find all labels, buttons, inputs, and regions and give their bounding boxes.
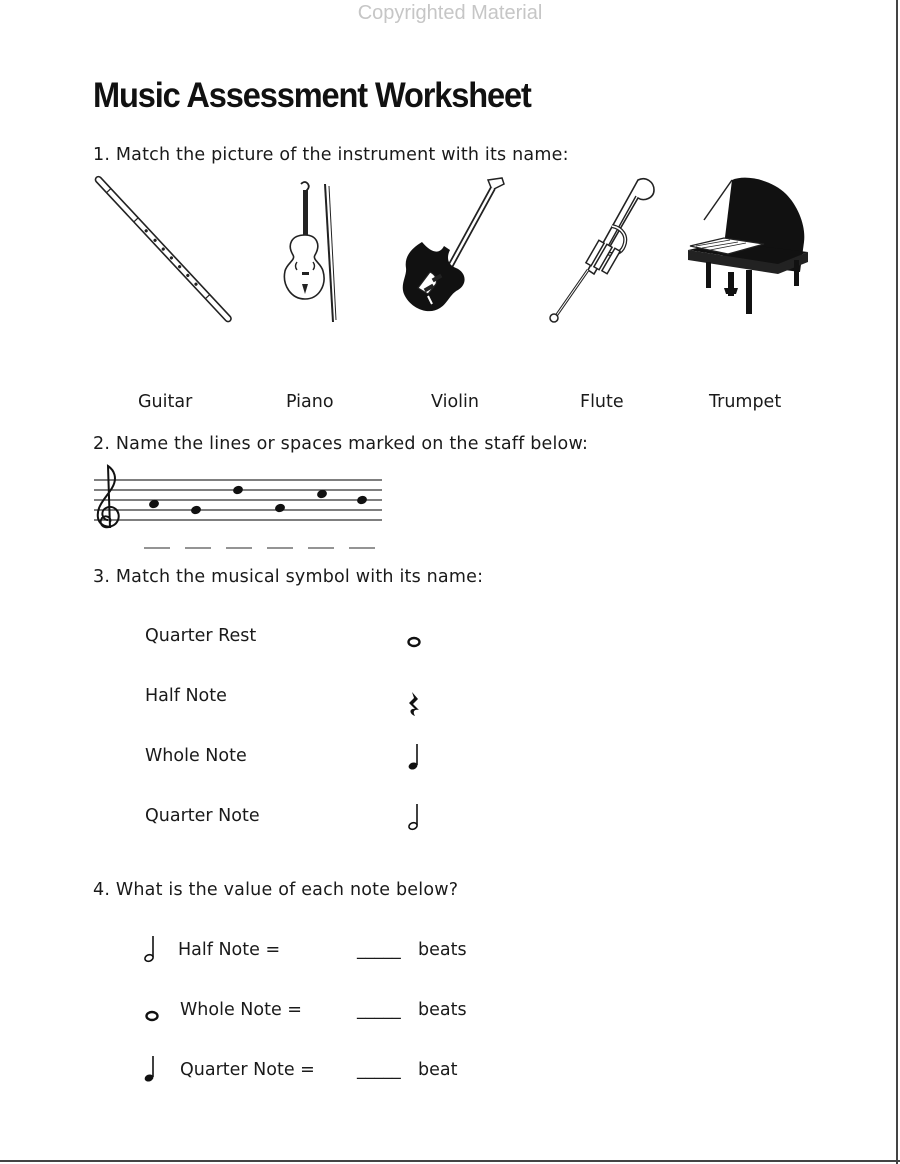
note-value-label-3: Quarter Note =	[180, 1060, 315, 1080]
instrument-name-3: Violin	[431, 392, 479, 412]
half-note-icon	[142, 934, 160, 964]
symbol-name-4: Quarter Note	[145, 806, 260, 826]
page-edge-bottom	[0, 1160, 900, 1162]
note-value-unit-3: beat	[418, 1060, 458, 1080]
treble-clef-icon	[98, 466, 119, 528]
symbol-name-1: Quarter Rest	[145, 626, 257, 646]
note-value-unit-2: beats	[418, 1000, 467, 1020]
question-4-prompt: 4. What is the value of each note below?	[93, 880, 459, 900]
whole-note-icon	[142, 1008, 162, 1024]
whole-note-icon	[404, 634, 424, 650]
trumpet-image	[542, 174, 662, 326]
note-value-label-2: Whole Note =	[180, 1000, 302, 1020]
half-note-icon	[404, 802, 424, 832]
instrument-name-1: Guitar	[138, 392, 193, 412]
note-value-label-1: Half Note =	[178, 940, 281, 960]
staff-note-6	[356, 495, 368, 506]
symbol-name-2: Half Note	[145, 686, 227, 706]
symbol-name-3: Whole Note	[145, 746, 247, 766]
guitar-image	[400, 176, 512, 326]
instrument-name-4: Flute	[580, 392, 624, 412]
note-value-blank-3: _____	[357, 1060, 401, 1080]
note-value-blank-2: _____	[357, 1000, 401, 1020]
page-title: Music Assessment Worksheet	[93, 76, 531, 115]
watermark: Copyrighted Material	[357, 2, 543, 24]
quarter-note-icon	[142, 1054, 160, 1084]
instrument-name-2: Piano	[286, 392, 334, 412]
violin-image	[275, 180, 345, 328]
quarter-note-icon	[404, 742, 424, 772]
page-edge-right	[896, 0, 898, 1164]
quarter-rest-icon	[404, 690, 424, 718]
note-value-blank-1: _____	[357, 940, 401, 960]
piano-image	[684, 176, 812, 326]
note-value-unit-1: beats	[418, 940, 467, 960]
question-2-prompt: 2. Name the lines or spaces marked on the staff below:	[93, 434, 589, 454]
staff-note-2	[190, 505, 202, 516]
flute-image	[92, 176, 242, 326]
staff-note-4	[274, 503, 286, 514]
instrument-name-5: Trumpet	[709, 392, 782, 412]
question-1-prompt: 1. Match the picture of the instrument with its name:	[93, 145, 569, 165]
staff-note-3	[232, 485, 244, 496]
question-3-prompt: 3. Match the musical symbol with its name:	[93, 567, 484, 587]
music-staff	[90, 466, 390, 556]
